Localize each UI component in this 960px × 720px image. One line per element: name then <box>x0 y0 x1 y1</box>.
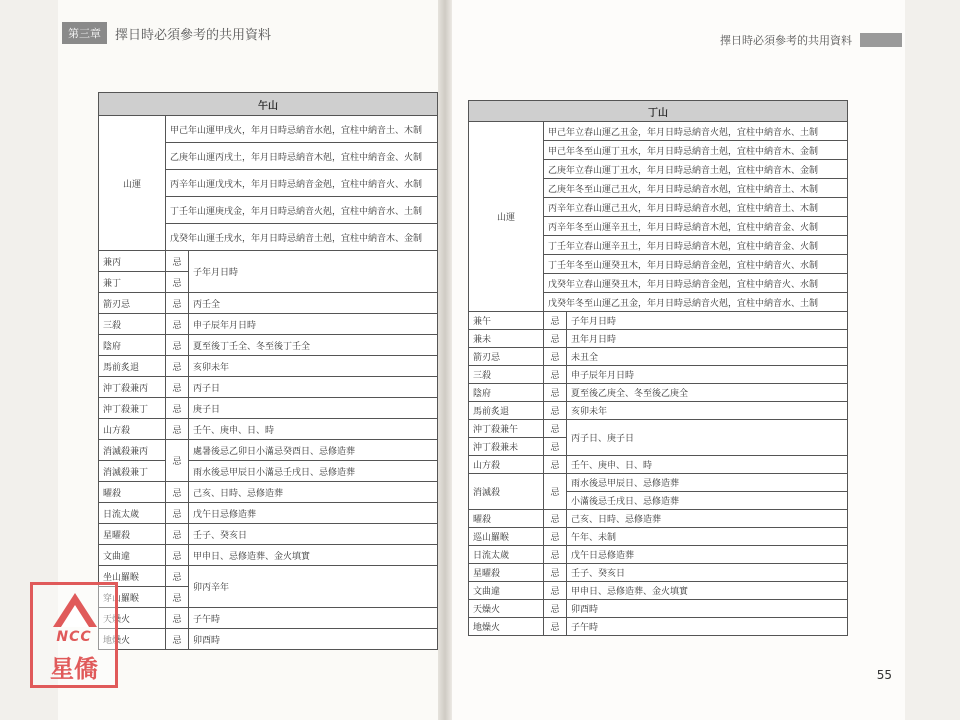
row-value: 庚子日 <box>189 398 438 419</box>
row-value: 子午時 <box>567 618 848 636</box>
row-name: 地燥火 <box>99 629 166 650</box>
row-value: 子年月日時 <box>189 251 438 293</box>
row-ji: 忌 <box>166 419 189 440</box>
row-name: 消滅殺兼丙 <box>99 440 166 461</box>
row-ji: 忌 <box>166 629 189 650</box>
row-ji: 忌 <box>166 587 189 608</box>
stamp-brand-text: 星僑 <box>50 655 98 683</box>
shan-row: 戊癸年山運壬戌水，年月日時忌納音土剋，宜柱中納音木、金制 <box>166 224 438 251</box>
ncc-watermark-stamp <box>30 582 118 688</box>
row-value: 甲申日、忌修造葬、金火填實 <box>189 545 438 566</box>
row-ji: 忌 <box>544 384 567 402</box>
shan-row: 丁壬年山運庚戌金，年月日時忌納音火剋，宜柱中納音水、土制 <box>166 197 438 224</box>
row-name: 文曲違 <box>99 545 166 566</box>
row-ji: 忌 <box>166 293 189 314</box>
row-ji: 忌 <box>166 440 189 482</box>
row-ji: 忌 <box>544 528 567 546</box>
row-ji: 忌 <box>166 314 189 335</box>
row-value: 夏至後乙庚全、冬至後乙庚全 <box>567 384 848 402</box>
row-value: 己亥、日時、忌修造葬 <box>189 482 438 503</box>
row-name: 三殺 <box>469 366 544 384</box>
row-name: 三殺 <box>99 314 166 335</box>
row-name: 日流太歲 <box>99 503 166 524</box>
chapter-label: 第三章 <box>62 22 107 44</box>
row-ji: 忌 <box>166 272 189 293</box>
row-ji: 忌 <box>544 366 567 384</box>
row-value: 小滿後忌壬戌日、忌修造葬 <box>567 492 848 510</box>
shan-row: 乙庚年山運丙戌土，年月日時忌納音木剋，宜柱中納音金、火制 <box>166 143 438 170</box>
shan-row: 丁壬年立春山運辛丑土，年月日時忌納音木剋，宜柱中納音金、火制 <box>544 236 848 255</box>
row-ji: 忌 <box>544 330 567 348</box>
triangle-logo-inner <box>61 605 89 627</box>
row-name: 山方殺 <box>99 419 166 440</box>
left-running-header <box>62 20 302 46</box>
row-name: 曜殺 <box>469 510 544 528</box>
shan-row: 甲己年立春山運乙丑金，年月日時忌納音火剋，宜柱中納音水、土制 <box>544 122 848 141</box>
row-ji: 忌 <box>166 608 189 629</box>
row-ji: 忌 <box>544 600 567 618</box>
row-name: 沖丁殺兼丁 <box>99 398 166 419</box>
row-ji: 忌 <box>166 566 189 587</box>
row-name: 箭刃忌 <box>469 348 544 366</box>
row-ji: 忌 <box>544 474 567 510</box>
wu-shan-table <box>98 92 438 650</box>
row-value: 丙壬全 <box>189 293 438 314</box>
row-name: 星曜殺 <box>469 564 544 582</box>
row-name: 兼丙 <box>99 251 166 272</box>
row-ji: 忌 <box>544 420 567 438</box>
row-value: 夏至後丁壬全、冬至後丁壬全 <box>189 335 438 356</box>
row-value: 亥卯未年 <box>567 402 848 420</box>
row-ji: 忌 <box>544 582 567 600</box>
row-name: 消滅殺 <box>469 474 544 510</box>
row-value: 雨水後忌甲辰日、忌修造葬 <box>567 474 848 492</box>
row-name: 日流太歲 <box>469 546 544 564</box>
row-ji: 忌 <box>544 312 567 330</box>
row-name: 沖丁殺兼午 <box>469 420 544 438</box>
shan-row: 乙庚年冬至山運己丑火，年月日時忌納音水剋，宜柱中納音土、木制 <box>544 179 848 198</box>
row-ji: 忌 <box>544 348 567 366</box>
row-name: 陰府 <box>99 335 166 356</box>
shan-row: 乙庚年立春山運丁丑水，年月日時忌納音土剋，宜柱中納音木、金制 <box>544 160 848 179</box>
row-ji: 忌 <box>166 482 189 503</box>
shan-row: 甲己年冬至山運丁丑水，年月日時忌納音土剋，宜柱中納音木、金制 <box>544 141 848 160</box>
row-name: 兼未 <box>469 330 544 348</box>
shan-yun-label: 山運 <box>469 122 544 312</box>
row-value: 壬子、癸亥日 <box>567 564 848 582</box>
row-name: 兼午 <box>469 312 544 330</box>
row-ji: 忌 <box>166 524 189 545</box>
row-ji: 忌 <box>166 251 189 272</box>
row-value: 壬子、癸亥日 <box>189 524 438 545</box>
header-bar <box>860 33 902 47</box>
row-value: 戊午日忌修造葬 <box>189 503 438 524</box>
row-value: 子年月日時 <box>567 312 848 330</box>
shan-row: 戊癸年冬至山運乙丑金，年月日時忌納音火剋，宜柱中納音水、土制 <box>544 293 848 312</box>
row-value: 處暑後忌乙卯日小滿忌癸酉日、忌修造葬 <box>189 440 438 461</box>
row-value: 丑年月日時 <box>567 330 848 348</box>
row-ji: 忌 <box>544 456 567 474</box>
row-ji: 忌 <box>166 377 189 398</box>
right-header-title: 擇日時必須參考的共用資料 <box>720 34 852 47</box>
row-name: 消滅殺兼丁 <box>99 461 166 482</box>
row-value: 卯酉時 <box>567 600 848 618</box>
row-value: 亥卯未年 <box>189 356 438 377</box>
row-ji: 忌 <box>166 545 189 566</box>
row-name: 兼丁 <box>99 272 166 293</box>
page-number: 55 <box>876 668 892 682</box>
row-value: 己亥、日時、忌修造葬 <box>567 510 848 528</box>
row-ji: 忌 <box>544 546 567 564</box>
row-value: 丙子日 <box>189 377 438 398</box>
right-running-header <box>720 32 902 48</box>
shan-row: 丁壬年冬至山運癸丑木，年月日時忌納音金剋，宜柱中納音火、水制 <box>544 255 848 274</box>
row-name: 陰府 <box>469 384 544 402</box>
row-value: 壬午、庚申、日、時 <box>189 419 438 440</box>
ding-shan-table <box>468 100 848 636</box>
row-name: 地燥火 <box>469 618 544 636</box>
row-value: 申子辰年月日時 <box>567 366 848 384</box>
row-name: 沖丁殺兼未 <box>469 438 544 456</box>
shan-row: 甲己年山運甲戌火，年月日時忌納音水剋，宜柱中納音土、木制 <box>166 116 438 143</box>
shan-row: 戊癸年立春山運癸丑木，年月日時忌納音金剋，宜柱中納音火、水制 <box>544 274 848 293</box>
row-name: 曜殺 <box>99 482 166 503</box>
row-name: 巡山羅睺 <box>469 528 544 546</box>
shan-yun-label: 山運 <box>99 116 166 251</box>
shan-row: 丙辛年冬至山運辛丑土，年月日時忌納音木剋，宜柱中納音金、火制 <box>544 217 848 236</box>
row-name: 坐山羅睺 <box>99 566 166 587</box>
row-name: 天燥火 <box>99 608 166 629</box>
row-name: 穿山羅睺 <box>99 587 166 608</box>
row-ji: 忌 <box>544 618 567 636</box>
row-name: 馬前炙退 <box>99 356 166 377</box>
book-gutter <box>438 0 452 720</box>
row-ji: 忌 <box>166 398 189 419</box>
row-value: 申子辰年月日時 <box>189 314 438 335</box>
row-name: 沖丁殺兼丙 <box>99 377 166 398</box>
row-name: 箭刃忌 <box>99 293 166 314</box>
row-ji: 忌 <box>544 564 567 582</box>
row-name: 天燥火 <box>469 600 544 618</box>
row-ji: 忌 <box>544 402 567 420</box>
row-ji: 忌 <box>544 510 567 528</box>
row-value: 卯酉時 <box>189 629 438 650</box>
row-name: 山方殺 <box>469 456 544 474</box>
row-ji: 忌 <box>166 503 189 524</box>
stamp-ncc-text: NCC <box>56 629 92 645</box>
row-value: 午年、未制 <box>567 528 848 546</box>
row-name: 馬前炙退 <box>469 402 544 420</box>
row-name: 星曜殺 <box>99 524 166 545</box>
row-value: 子午時 <box>189 608 438 629</box>
row-value: 卯丙辛年 <box>189 566 438 608</box>
shan-row: 丙辛年立春山運己丑火，年月日時忌納音水剋，宜柱中納音土、木制 <box>544 198 848 217</box>
row-value: 未丑全 <box>567 348 848 366</box>
row-ji: 忌 <box>544 438 567 456</box>
row-value: 戊午日忌修造葬 <box>567 546 848 564</box>
left-header-title: 擇日時必須參考的共用資料 <box>115 27 272 43</box>
row-ji: 忌 <box>166 335 189 356</box>
row-value: 雨水後忌甲辰日小滿忌壬戌日、忌修造葬 <box>189 461 438 482</box>
row-value: 甲申日、忌修造葬、金火填實 <box>567 582 848 600</box>
row-value: 丙子日、庚子日 <box>567 420 848 456</box>
shan-row: 丙辛年山運戊戌木，年月日時忌納音金剋，宜柱中納音火、水制 <box>166 170 438 197</box>
row-value: 壬午、庚申、日、時 <box>567 456 848 474</box>
table-title: 丁山 <box>469 101 848 122</box>
row-name: 文曲違 <box>469 582 544 600</box>
table-title: 午山 <box>99 93 438 116</box>
row-ji: 忌 <box>166 356 189 377</box>
